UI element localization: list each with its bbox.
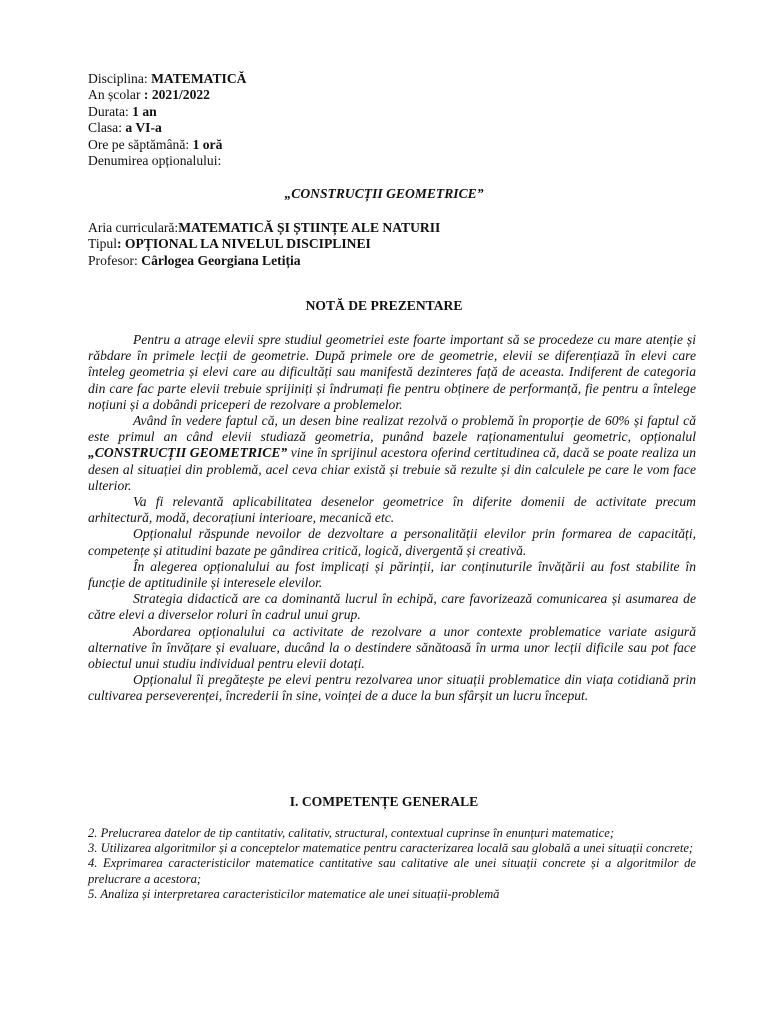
optional-name-inline: „CONSTRUCȚII GEOMETRICE”	[88, 445, 288, 461]
profesor-value: Cârlogea Georgiana Letiția	[141, 252, 301, 268]
profesor-row	[88, 253, 440, 269]
nota-paragraph	[88, 413, 696, 494]
clasa-label: Clasa:	[88, 120, 122, 136]
clasa-value: a VI-a	[125, 120, 162, 136]
ore-value: 1 oră	[192, 136, 223, 152]
an-scolar-value: : 2021/2022	[143, 87, 210, 103]
disciplina-value: MATEMATICĂ	[151, 71, 247, 86]
disciplina-label: Disciplina:	[88, 71, 148, 86]
aria-row	[88, 220, 440, 236]
clasa-row	[88, 120, 246, 136]
denumire-label: Denumirea opționalului:	[88, 153, 222, 169]
durata-value: 1 an	[132, 103, 157, 119]
competente-heading: I. COMPETENȚE GENERALE	[289, 794, 479, 809]
nota-paragraph: Strategia didactică are ca dominantă lucrul în echipă, care favorizează comunicarea și asumarea de către elevi a diverselor roluri în cadrul unui grup.	[88, 591, 696, 623]
competente-list	[88, 826, 696, 902]
aria-label: Aria curriculară:	[88, 220, 179, 235]
course-header	[88, 71, 246, 169]
competenta-item: 3. Utilizarea algoritmilor și a conceptelor matematice pentru caracterizarea locală sau globală a unei situații concrete;	[88, 841, 694, 856]
nota-paragraph: În alegerea opționalului au fost implicați și părinții, iar conținuturile învățării au fost stabilite în funcție de aptitudinile și interesele elevilor.	[88, 558, 696, 591]
disciplina-row	[88, 71, 246, 87]
tipul-value: : OPȚIONAL LA NIVELUL DISCIPLINEI	[116, 236, 371, 252]
nota-paragraph-part: Având în vedere faptul că, un desen bine realizat rezolvă o problemă în proporție de 60% și faptul că este primul an când elevii studiază geometria, punând bazele raționamentului geometric, opționalul	[88, 413, 696, 445]
competenta-item: 4. Exprimarea caracteristicilor matematice cantitative sau calitative ale unei situații concrete și a algoritmilor de prelucrare a acestora;	[88, 856, 696, 886]
competenta-item: 2. Prelucrarea datelor de tip cantitativ, calitativ, structural, contextual cuprinse în enunțuri matematice;	[88, 826, 615, 840]
nota-paragraph: Opționalul îi pregătește pe elevi pentru rezolvarea unor situații problematice din viața cotidiană prin cultivarea perseverenței, încrederii în sine, voinței de a duce la bun sfârșit un lucru început.	[88, 672, 696, 704]
ore-row	[88, 137, 246, 153]
durata-row	[88, 104, 246, 120]
nota-heading: NOTĂ DE PREZENTARE	[305, 298, 463, 313]
optional-title: „CONSTRUCȚII GEOMETRICE”	[284, 186, 484, 201]
nota-paragraph-part: vine în sprijinul acestora oferind certitudinea că, dacă se poate realiza un desen al situației din problemă, acel ceva chiar există și trebuie să rezulte și din calculele pe care le vom face ulterior.	[88, 445, 696, 493]
nota-paragraph: Opționalul răspunde nevoilor de dezvoltare a personalității elevilor prin formarea de capacități, competențe și atitudini bazate pe gândirea critică, logică, divergentă și creativă.	[88, 526, 696, 558]
course-details	[88, 220, 440, 269]
denumire-row	[88, 153, 246, 169]
nota-body	[88, 332, 696, 705]
tipul-row	[88, 236, 440, 252]
nota-paragraph: Va fi relevantă aplicabilitatea desenelor geometrice în diferite domenii de activitate precum arhitectură, modă, decorațiuni interioare, mecanică etc.	[88, 494, 696, 526]
an-scolar-row	[88, 87, 246, 103]
competenta-item: 5. Analiza și interpretarea caracteristicilor matematice ale unei situații-problemă	[88, 886, 500, 901]
ore-label: Ore pe săptămână:	[88, 136, 190, 152]
nota-paragraph: Pentru a atrage elevii spre studiul geometriei este foarte important să se procedeze cu mare atenție și răbdare în primele lecții de geometrie. După primele ore de geometrie, elevii se diferențiază în elevi care înteleg geometria și elevi care au dificultăți sau manifestă dezinteres față de aceasta. Indiferent de categoria din care fac parte elevii trebuie sprijiniți și îndrumați fie pentru obținere de performanță, fie pentru a întelege noțiuni și a dobândi priceperi de rezolvare a problemelor.	[88, 332, 696, 412]
profesor-label: Profesor:	[88, 252, 138, 268]
tipul-label: Tipul	[88, 236, 117, 252]
aria-value: MATEMATICĂ ȘI ȘTIINȚE ALE NATURII	[178, 220, 441, 235]
nota-paragraph: Abordarea opționalului ca activitate de rezolvare a unor contexte problematice variate asigură alternative în învățare și evaluare, ducând la o destindere sănătoasă în urma unor lecții dificile sau pot face obiectul unui studiu individual pentru elevii dotați.	[88, 623, 696, 672]
durata-label: Durata:	[88, 103, 129, 119]
an-scolar-label: An școlar	[88, 87, 141, 103]
